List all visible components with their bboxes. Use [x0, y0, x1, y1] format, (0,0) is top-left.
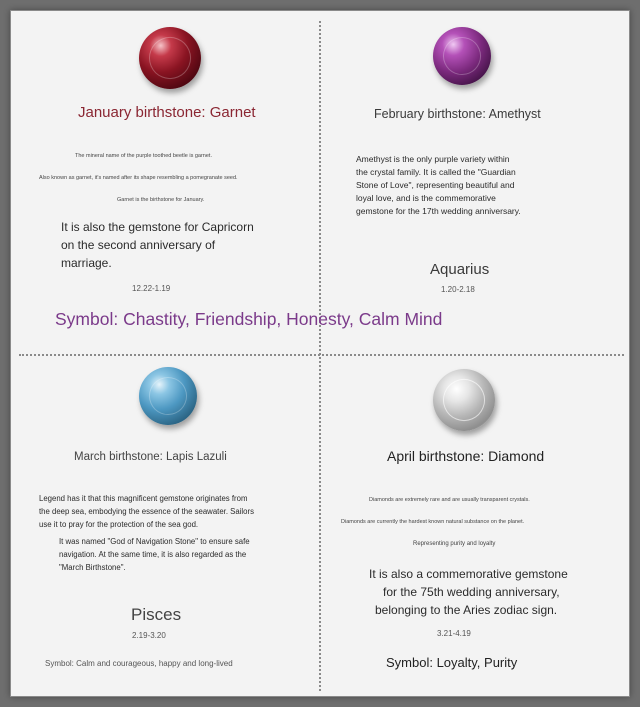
march-para1-2: the deep sea, embodying the essence of the seawater. Sailors	[39, 507, 254, 516]
vertical-divider	[319, 21, 321, 691]
symbol-main: Symbol: Chastity, Friendship, Honesty, Calm Mind	[55, 309, 443, 329]
march-title: March birthstone: Lapis Lazuli	[74, 451, 227, 463]
garnet-gem-image	[139, 27, 201, 89]
april-line-2: Diamonds are currently the hardest known natural substance on the planet.	[341, 519, 525, 525]
april-symbol: Symbol: Loyalty, Purity	[386, 655, 518, 670]
amethyst-gem-image	[433, 27, 491, 85]
april-para-1: It is also a commemorative gemstone	[369, 567, 568, 581]
january-para-1: It is also the gemstone for Capricorn	[61, 220, 254, 234]
march-para1-3: use it to pray for the protection of the sea god.	[39, 520, 199, 529]
january-line-3: Garnet is the birthstone for January.	[117, 197, 205, 203]
march-para1-1: Legend has it that this magnificent gemstone originates from	[39, 494, 248, 503]
april-line-3: Representing purity and loyalty	[413, 541, 496, 547]
april-para-3: belonging to the Aries zodiac sign.	[375, 603, 558, 617]
lapis-lazuli-gem-image	[139, 367, 197, 425]
march-para2-3: "March Birthstone".	[59, 563, 126, 572]
diamond-gem-image	[433, 369, 495, 431]
january-date: 12.22-1.19	[132, 284, 171, 293]
february-para-1: Amethyst is the only purple variety within	[356, 154, 510, 164]
march-para2-1: It was named "God of Navigation Stone" to ensure safe	[59, 537, 250, 546]
april-date: 3.21-4.19	[437, 629, 471, 638]
february-sign: Aquarius	[430, 261, 490, 278]
march-sign: Pisces	[131, 605, 182, 624]
february-para-3: Stone of Love", representing beautiful and	[356, 180, 515, 190]
february-date: 1.20-2.18	[441, 285, 475, 294]
april-line-1: Diamonds are extremely rare and are usually transparent crystals.	[369, 497, 530, 503]
march-date: 2.19-3.20	[132, 631, 166, 640]
january-para-2: on the second anniversary of	[61, 238, 216, 252]
january-title: January birthstone: Garnet	[78, 104, 256, 121]
april-title: April birthstone: Diamond	[387, 448, 545, 464]
january-para-3: marriage.	[61, 256, 112, 270]
march-symbol: Symbol: Calm and courageous, happy and long-lived	[45, 659, 233, 668]
april-para-2: for the 75th wedding anniversary,	[383, 585, 560, 599]
birthstone-card	[10, 10, 630, 697]
february-title: February birthstone: Amethyst	[374, 107, 541, 121]
february-para-5: gemstone for the 17th wedding anniversary.	[356, 206, 521, 216]
horizontal-divider	[19, 354, 624, 356]
march-para2-2: navigation. At the same time, it is also regarded as the	[59, 550, 247, 559]
january-line-1: The mineral name of the purple toothed beetle is garnet.	[75, 153, 212, 159]
february-para-4: loyal love, and is the commemorative	[356, 193, 496, 203]
february-para-2: the crystal family. It is called the "Guardian	[356, 167, 516, 177]
january-line-2: Also known as garnet, it's named after its shape resembling a pomegranate seed.	[39, 175, 238, 181]
